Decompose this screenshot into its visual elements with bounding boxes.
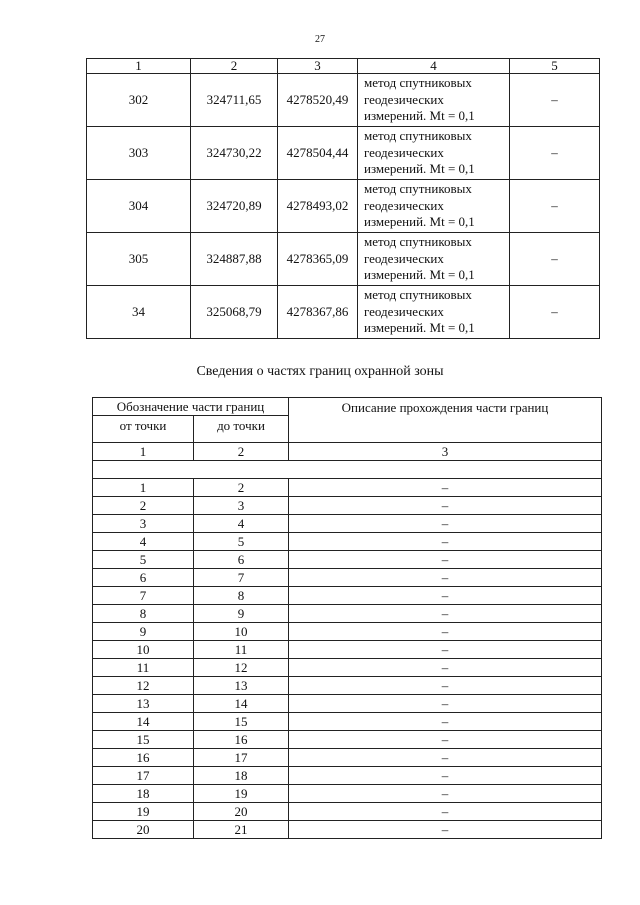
- from-point: 12: [93, 677, 194, 695]
- table-row: [93, 623, 602, 641]
- coord-y: 4278365,09: [278, 233, 358, 286]
- to-point: 13: [194, 677, 289, 695]
- description-cell: –: [289, 695, 602, 713]
- table-row: [93, 641, 602, 659]
- note-cell: –: [510, 74, 600, 127]
- coord-x: 324720,89: [191, 180, 278, 233]
- description-cell: –: [289, 533, 602, 551]
- method-cell: [358, 233, 510, 286]
- point-number: 305: [87, 233, 191, 286]
- coord-x: 324887,88: [191, 233, 278, 286]
- coord-y: 4278520,49: [278, 74, 358, 127]
- column-number-row: [93, 443, 602, 461]
- to-point: 17: [194, 749, 289, 767]
- to-point: 15: [194, 713, 289, 731]
- method-line: геодезических: [364, 144, 444, 160]
- from-point: 11: [93, 659, 194, 677]
- from-point: 10: [93, 641, 194, 659]
- description-cell: –: [289, 803, 602, 821]
- coord-x: 324730,22: [191, 127, 278, 180]
- column-number: 3: [289, 443, 602, 461]
- header-group-cell: Обозначение части границ: [93, 398, 289, 416]
- coord-x: 324711,65: [191, 74, 278, 127]
- method-line: измерений. Mt = 0,1: [364, 161, 475, 177]
- method-line: измерений. Mt = 0,1: [364, 320, 475, 336]
- table-row: [87, 286, 600, 339]
- coord-y: 4278493,02: [278, 180, 358, 233]
- table-row: [93, 515, 602, 533]
- method-line: метод спутниковых: [364, 287, 472, 303]
- coord-y: 4278504,44: [278, 127, 358, 180]
- description-cell: –: [289, 497, 602, 515]
- coordinates-table: [86, 58, 600, 339]
- table-row: [93, 479, 602, 497]
- method-cell: [358, 286, 510, 339]
- description-cell: –: [289, 785, 602, 803]
- from-point: 6: [93, 569, 194, 587]
- header-from-cell: от точки: [93, 416, 194, 443]
- to-point: 3: [194, 497, 289, 515]
- table-row: [93, 731, 602, 749]
- table-row: [93, 821, 602, 839]
- to-point: 7: [194, 569, 289, 587]
- to-point: 11: [194, 641, 289, 659]
- description-cell: –: [289, 479, 602, 497]
- method-line: геодезических: [364, 250, 444, 266]
- method-line: измерений. Mt = 0,1: [364, 214, 475, 230]
- point-number: 34: [87, 286, 191, 339]
- method-line: геодезических: [364, 91, 444, 107]
- description-cell: –: [289, 605, 602, 623]
- note-cell: –: [510, 233, 600, 286]
- description-cell: –: [289, 713, 602, 731]
- table-row: [93, 497, 602, 515]
- table-row: [93, 605, 602, 623]
- method-line: метод спутниковых: [364, 128, 472, 144]
- to-point: 6: [194, 551, 289, 569]
- header-to-cell: до точки: [194, 416, 289, 443]
- point-number: 302: [87, 74, 191, 127]
- description-cell: –: [289, 551, 602, 569]
- description-cell: –: [289, 659, 602, 677]
- method-line: геодезических: [364, 303, 444, 319]
- coords-header-cell: 4: [358, 59, 510, 74]
- table-row: [93, 749, 602, 767]
- to-point: 10: [194, 623, 289, 641]
- table-row: [93, 695, 602, 713]
- from-point: 1: [93, 479, 194, 497]
- from-point: 2: [93, 497, 194, 515]
- table-row: [93, 533, 602, 551]
- table-row: [93, 767, 602, 785]
- parts-header-row: [93, 398, 602, 416]
- note-cell: –: [510, 286, 600, 339]
- from-point: 20: [93, 821, 194, 839]
- to-point: 20: [194, 803, 289, 821]
- table-row: [93, 785, 602, 803]
- column-number: 2: [194, 443, 289, 461]
- coords-header-row: [87, 59, 600, 74]
- to-point: 9: [194, 605, 289, 623]
- method-cell: [358, 127, 510, 180]
- description-cell: –: [289, 569, 602, 587]
- coords-header-cell: 2: [191, 59, 278, 74]
- to-point: 16: [194, 731, 289, 749]
- from-point: 4: [93, 533, 194, 551]
- from-point: 14: [93, 713, 194, 731]
- to-point: 14: [194, 695, 289, 713]
- description-cell: –: [289, 641, 602, 659]
- from-point: 16: [93, 749, 194, 767]
- blank-row: [93, 461, 602, 479]
- to-point: 5: [194, 533, 289, 551]
- method-line: метод спутниковых: [364, 234, 472, 250]
- table-row: [87, 74, 600, 127]
- page-number: 27: [315, 34, 325, 45]
- table-row: [93, 569, 602, 587]
- from-point: 18: [93, 785, 194, 803]
- point-number: 304: [87, 180, 191, 233]
- description-cell: –: [289, 767, 602, 785]
- table-row: [93, 713, 602, 731]
- method-line: измерений. Mt = 0,1: [364, 108, 475, 124]
- to-point: 4: [194, 515, 289, 533]
- note-cell: –: [510, 180, 600, 233]
- from-point: 9: [93, 623, 194, 641]
- from-point: 13: [93, 695, 194, 713]
- table-row: [87, 180, 600, 233]
- to-point: 21: [194, 821, 289, 839]
- header-desc-cell: Описание прохождения части границ: [289, 398, 602, 443]
- method-line: измерений. Mt = 0,1: [364, 267, 475, 283]
- coord-x: 325068,79: [191, 286, 278, 339]
- table-row: [93, 677, 602, 695]
- column-number: 1: [93, 443, 194, 461]
- to-point: 8: [194, 587, 289, 605]
- coord-y: 4278367,86: [278, 286, 358, 339]
- description-cell: –: [289, 821, 602, 839]
- to-point: 19: [194, 785, 289, 803]
- from-point: 15: [93, 731, 194, 749]
- blank-cell: [93, 461, 602, 479]
- from-point: 3: [93, 515, 194, 533]
- from-point: 5: [93, 551, 194, 569]
- method-line: метод спутниковых: [364, 181, 472, 197]
- point-number: 303: [87, 127, 191, 180]
- from-point: 19: [93, 803, 194, 821]
- table-row: [93, 551, 602, 569]
- method-cell: [358, 74, 510, 127]
- note-cell: –: [510, 127, 600, 180]
- description-cell: –: [289, 677, 602, 695]
- method-line: геодезических: [364, 197, 444, 213]
- description-cell: –: [289, 623, 602, 641]
- description-cell: –: [289, 587, 602, 605]
- from-point: 17: [93, 767, 194, 785]
- description-cell: –: [289, 731, 602, 749]
- coords-header-cell: 3: [278, 59, 358, 74]
- boundary-parts-table: [92, 397, 602, 839]
- table-row: [87, 233, 600, 286]
- from-point: 8: [93, 605, 194, 623]
- to-point: 18: [194, 767, 289, 785]
- method-cell: [358, 180, 510, 233]
- description-cell: –: [289, 515, 602, 533]
- table-row: [93, 803, 602, 821]
- table-row: [87, 127, 600, 180]
- table-row: [93, 659, 602, 677]
- from-point: 7: [93, 587, 194, 605]
- description-cell: –: [289, 749, 602, 767]
- to-point: 12: [194, 659, 289, 677]
- to-point: 2: [194, 479, 289, 497]
- coords-header-cell: 1: [87, 59, 191, 74]
- table-row: [93, 587, 602, 605]
- method-line: метод спутниковых: [364, 75, 472, 91]
- coords-header-cell: 5: [510, 59, 600, 74]
- section-title: Сведения о частях границ охранной зоны: [196, 364, 444, 379]
